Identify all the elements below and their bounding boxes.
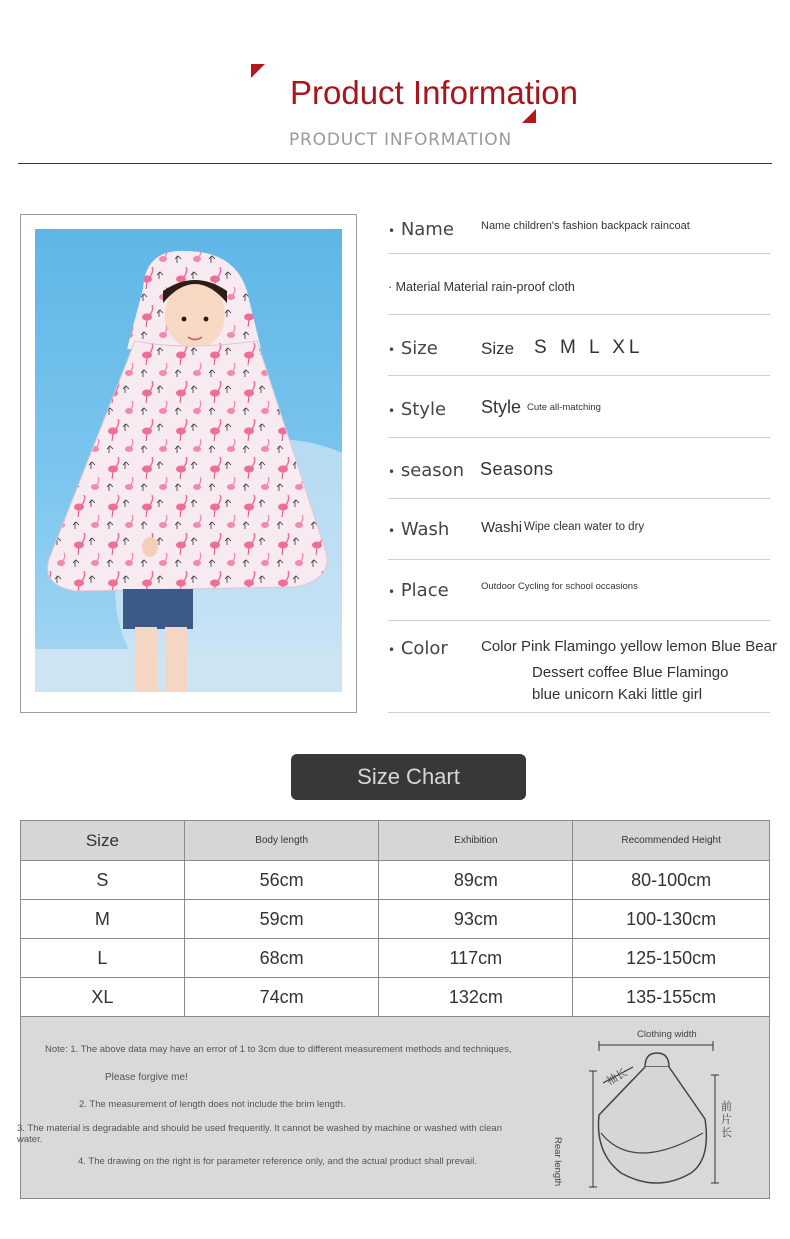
bullet: • [388, 465, 396, 479]
table-cell: 59cm [184, 900, 379, 939]
table-row [21, 978, 770, 1017]
table-row [21, 861, 770, 900]
table-cell: 135-155cm [573, 978, 770, 1017]
corner-decoration-bottom [522, 109, 536, 123]
page-title: Product Information [290, 74, 578, 111]
table-header-exhibition: Exhibition [379, 821, 573, 861]
spec-key-color: Color [400, 638, 448, 659]
bullet: • [388, 343, 396, 357]
diagram-label-sleeve: 袖长 [604, 1066, 630, 1088]
table-cell: 93cm [379, 900, 573, 939]
spec-key-season: season [400, 460, 465, 481]
table-header-body-length: Body length [184, 821, 379, 861]
table-cell: 125-150cm [573, 939, 770, 978]
spec-value-size-label: Size [481, 339, 515, 358]
spec-value-material: · Material Material rain-proof cloth [388, 280, 575, 294]
table-cell: 117cm [379, 939, 573, 978]
spec-row-size [388, 315, 770, 376]
table-header-size: Size [21, 821, 185, 861]
diagram-label-width: Clothing width [637, 1029, 697, 1040]
measurement-diagram [573, 1023, 769, 1195]
spec-row-season [388, 438, 770, 499]
table-cell: 74cm [184, 978, 379, 1017]
spec-value-color-line2: Dessert coffee Blue Flamingo [532, 664, 729, 681]
size-chart-banner: Size Chart [291, 754, 526, 800]
spec-value-color-line1: Color Pink Flamingo yellow lemon Blue Bear [481, 638, 777, 655]
spec-row-wash [388, 499, 770, 560]
spec-value-sizes: S M L XL [534, 337, 644, 358]
table-cell: M [21, 900, 185, 939]
bullet: • [388, 404, 396, 418]
spec-row-name [388, 206, 770, 254]
spec-value-place: Outdoor Cycling for school occasions [481, 581, 638, 592]
spec-row-place [388, 560, 770, 621]
table-header-row [21, 821, 770, 861]
note-4: 4. The drawing on the right is for parameter reference only, and the actual product shall prevail. [78, 1156, 477, 1167]
table-cell: XL [21, 978, 185, 1017]
notes-panel [17, 1017, 770, 1199]
table-cell: S [21, 861, 185, 900]
spec-value-style: Cute all-matching [527, 402, 601, 413]
spec-row-color [388, 621, 777, 713]
page-subtitle: PRODUCT INFORMATION [289, 130, 513, 150]
table-row [21, 900, 770, 939]
spec-key-place: Place [400, 580, 449, 601]
bullet: • [388, 643, 396, 657]
table-cell: L [21, 939, 185, 978]
spec-value-color-line3: blue unicorn Kaki little girl [532, 686, 703, 703]
note-3: 3. The material is degradable and should be used frequently. It cannot be washed by machine or washed with clean water. [17, 1123, 502, 1145]
table-row [21, 939, 770, 978]
size-table [20, 820, 770, 1017]
spec-row-material [388, 254, 770, 315]
note-1b: Please forgive me! [105, 1072, 188, 1083]
table-cell: 56cm [184, 861, 379, 900]
spec-value-name: Name children's fashion backpack raincoat [481, 220, 690, 232]
product-photo [35, 229, 342, 692]
diagram-label-front-length: 前片长 [721, 1101, 732, 1139]
diagram-label-rear-length: Rear length [552, 1137, 563, 1187]
corner-decoration-top [251, 64, 265, 78]
spec-key-name: Name [400, 219, 454, 240]
table-cell: 100-130cm [573, 900, 770, 939]
spec-row-style [388, 376, 770, 438]
spec-key-style: Style [400, 399, 447, 420]
header-divider [18, 163, 772, 164]
table-cell: 89cm [379, 861, 573, 900]
table-cell: 80-100cm [573, 861, 770, 900]
child-raincoat-illustration [35, 229, 342, 692]
bullet: • [388, 524, 396, 538]
bullet: • [388, 224, 396, 238]
note-2: 2. The measurement of length does not include the brim length. [79, 1099, 346, 1110]
spec-key-wash: Wash [400, 519, 450, 540]
spec-key-size: Size [400, 338, 438, 359]
table-cell: 132cm [379, 978, 573, 1017]
spec-value-season: Seasons [480, 459, 554, 479]
spec-value-wash-label: Washi [481, 519, 523, 536]
table-header-height: Recommended Height [573, 821, 770, 861]
spec-value-wash: Wipe clean water to dry [524, 521, 645, 533]
spec-value-style-label: Style [481, 397, 522, 417]
table-cell: 68cm [184, 939, 379, 978]
note-1: Note: 1. The above data may have an error of 1 to 3cm due to different measurement methods and techniques, [45, 1044, 512, 1055]
bullet: • [388, 585, 396, 599]
